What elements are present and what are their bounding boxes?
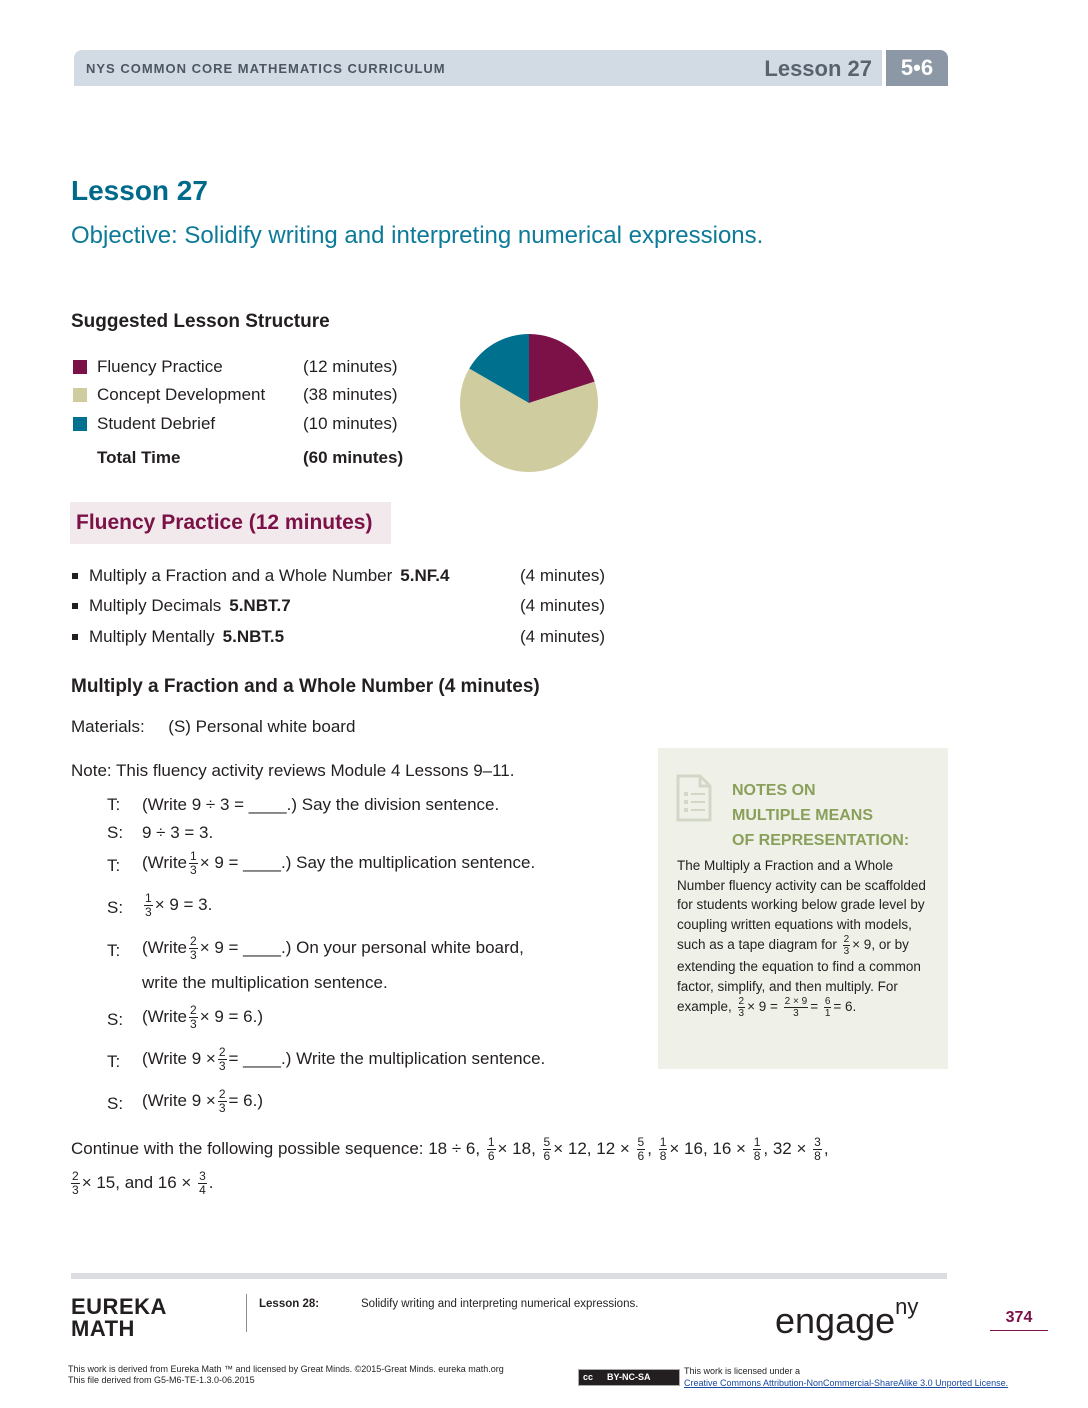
text-before: (Write (142, 852, 188, 872)
footer-rule (71, 1273, 947, 1279)
sidebar-text: = 6. (833, 999, 857, 1015)
header-lesson: Lesson 27 (764, 56, 872, 81)
fluency-item-minutes: (4 minutes) (520, 596, 606, 615)
denominator: 3 (72, 1183, 79, 1197)
denominator: 6 (543, 1149, 551, 1163)
sequence-text: × 16, 16 × (669, 1138, 746, 1158)
bullet-icon (72, 573, 78, 579)
sidebar-heading-line: MULTIPLE MEANS (732, 807, 874, 824)
text-after: = ____.) Write the multiplication sentence. (228, 1048, 546, 1068)
grade-module-badge: 5•6 (886, 50, 948, 86)
text-before: (Write (142, 1006, 188, 1026)
sidebar-text: The Multiply a Fraction and a Whole Number fluency activity can be scaffolded for students working below grade level by coupling written equations with models, such as a tape diagram for (677, 858, 926, 953)
dialogue-text (142, 892, 212, 919)
numerator: 3 (199, 1169, 206, 1183)
legend-swatch (73, 388, 87, 402)
text-after: × 9 = 6.) (199, 1006, 264, 1026)
denominator: 8 (659, 1149, 667, 1163)
denominator: 6 (487, 1149, 495, 1163)
sidebar-heading-line: NOTES ON (732, 782, 816, 799)
speaker-label: S: (107, 1094, 124, 1113)
denominator: 3 (145, 905, 152, 919)
fluency-item-minutes: (4 minutes) (520, 627, 606, 646)
dialogue-text (142, 935, 524, 962)
footer-lesson-objective: Solidify writing and interpreting numerical expressions. (361, 1298, 639, 1310)
structure-item-minutes: (12 minutes) (303, 357, 398, 376)
fluency-item-minutes: (4 minutes) (520, 566, 606, 585)
legend-swatch (73, 417, 87, 431)
fluency-item-standard: 5.NBT.5 (222, 627, 285, 646)
credit-line: This file derived from G5-M6-TE-1.3.0-06.2015 (68, 1375, 255, 1385)
fraction (144, 892, 153, 919)
fraction (543, 1136, 552, 1163)
document-icon (676, 774, 712, 822)
fluency-item-standard: 5.NF.4 (400, 566, 450, 585)
eureka-math-logo (71, 1296, 167, 1340)
bullet-icon (72, 603, 78, 609)
legend-swatch (73, 360, 87, 374)
fraction (738, 996, 746, 1019)
speaker-label: T: (107, 1052, 121, 1071)
fluency-heading: Fluency Practice (12 minutes) (76, 511, 373, 534)
fraction (824, 996, 832, 1019)
note-text: Note: This fluency activity reviews Module 4 Lessons 9–11. (71, 761, 515, 780)
denominator: 8 (814, 1149, 821, 1163)
structure-item-name: Concept Development (97, 385, 266, 404)
page-number: 374 (1005, 1309, 1033, 1326)
denominator: 3 (843, 946, 850, 957)
numerator: 2 (843, 934, 850, 945)
denominator: 3 (218, 1059, 226, 1073)
numerator: 2 (218, 1087, 226, 1101)
numerator: 1 (659, 1135, 667, 1149)
sequence-text: × 15, and 16 × (81, 1172, 192, 1192)
fluency-item-text: Multiply Decimals (89, 596, 222, 615)
fraction (659, 1136, 668, 1163)
sequence-text: Continue with the following possible sequence: 18 ÷ 6, (71, 1138, 481, 1158)
numerator: 1 (190, 849, 197, 863)
fraction (198, 1170, 207, 1197)
fraction (637, 1136, 646, 1163)
fraction (487, 1136, 496, 1163)
license-link[interactable]: Creative Commons Attribution-NonCommercial-ShareAlike 3.0 Unported License. (684, 1378, 1009, 1388)
speaker-label: S: (107, 1010, 124, 1029)
numerator: 2 (218, 1045, 226, 1059)
curriculum-title: NYS COMMON CORE MATHEMATICS CURRICULUM (86, 61, 446, 76)
denominator: 3 (218, 1101, 226, 1115)
license-badge-text: BY-NC-SA (607, 1372, 651, 1382)
fluency-item-text: Multiply a Fraction and a Whole Number (89, 566, 393, 585)
footer-divider (246, 1294, 247, 1332)
sidebar-text: = (810, 999, 819, 1015)
logo-line: MATH (71, 1316, 135, 1341)
sidebar-text: × 9 = (747, 999, 778, 1015)
denominator: 4 (199, 1183, 206, 1197)
dialogue-text (142, 1088, 263, 1115)
denominator: 3 (793, 1008, 799, 1019)
text-after: = 6.) (228, 1090, 264, 1110)
dialogue-line (0, 1004, 650, 1038)
structure-item-minutes: (38 minutes) (303, 385, 398, 404)
denominator: 3 (190, 863, 197, 877)
continue-sequence-line-1 (71, 1136, 829, 1163)
numerator: 5 (637, 1135, 645, 1149)
text-after: × 9 = 3. (154, 894, 213, 914)
sequence-text: , (647, 1138, 652, 1158)
dialogue-line (0, 935, 650, 969)
numerator: 1 (145, 891, 152, 905)
text-before: (Write 9 × (142, 1048, 216, 1068)
structure-item-name: Student Debrief (97, 414, 216, 433)
speaker-label: S: (107, 898, 124, 917)
page-number-underline (990, 1330, 1048, 1331)
dialogue-continuation: write the multiplication sentence. (142, 973, 388, 992)
fluency-item-standard: 5.NBT.7 (229, 596, 291, 615)
denominator: 8 (753, 1149, 761, 1163)
numerator: 1 (487, 1135, 495, 1149)
sequence-text: × 18, (497, 1138, 536, 1158)
footer-lesson-label: Lesson 28: (259, 1298, 320, 1310)
structure-item-minutes: (10 minutes) (303, 414, 398, 433)
text-before: (Write 9 × (142, 1090, 216, 1110)
header-bar (74, 50, 882, 86)
fraction (189, 935, 198, 962)
speaker-label: T: (107, 856, 121, 875)
activity-heading: Multiply a Fraction and a Whole Number (4 minutes) (71, 676, 540, 697)
fraction (813, 1136, 822, 1163)
credit-line: This work is derived from Eureka Math ™ and licensed by Great Minds. ©2015-Great Minds. eureka math.org (68, 1364, 504, 1374)
sidebar-text: × 9, or by extending the equation to find a common factor, simplify, and then multiply. For example, (677, 937, 921, 1015)
numerator: 2 (190, 934, 197, 948)
text-after: × 9 = ____.) On your personal white board, (199, 937, 524, 957)
sidebar-body (677, 856, 937, 1019)
continue-sequence-line-2 (71, 1170, 214, 1197)
fraction (784, 996, 809, 1019)
dialogue-line (0, 892, 650, 926)
sidebar-heading-line: OF REPRESENTATION: (732, 832, 910, 849)
sequence-text: . (208, 1172, 214, 1192)
numerator: 2 (738, 996, 745, 1007)
logo-line: EUREKA (71, 1294, 167, 1319)
dialogue-text: (Write 9 ÷ 3 = ____.) Say the division sentence. (142, 795, 500, 814)
bullet-icon (72, 634, 78, 640)
engageny-logo (775, 1294, 919, 1342)
dialogue-text: 9 ÷ 3 = 3. (142, 823, 214, 842)
sequence-text: , (823, 1138, 829, 1158)
dialogue-line (0, 1088, 650, 1122)
text-after: × 9 = ____.) Say the multiplication sentence. (199, 852, 536, 872)
denominator: 3 (190, 1017, 197, 1031)
lesson-title: Lesson 27 (71, 175, 208, 206)
lesson-objective: Objective: Solidify writing and interpreting numerical expressions. (71, 222, 764, 249)
sequence-text: , 32 × (763, 1138, 807, 1158)
fraction (71, 1170, 80, 1197)
lesson-structure-pie-chart (459, 333, 599, 473)
denominator: 3 (738, 1008, 745, 1019)
page-header (74, 50, 948, 86)
fluency-heading-box (70, 502, 391, 544)
materials-text: Materials: (S) Personal white board (71, 717, 356, 736)
denominator: 1 (824, 1008, 831, 1019)
structure-heading: Suggested Lesson Structure (71, 311, 330, 332)
dialogue-line (0, 1046, 650, 1080)
dialogue-text (142, 1046, 545, 1073)
total-label: Total Time (97, 448, 181, 467)
numerator: 2 (72, 1169, 79, 1183)
fraction (189, 850, 198, 877)
brand-sup: ny (895, 1294, 919, 1319)
numerator: 6 (824, 996, 831, 1007)
numerator: 2 × 9 (784, 996, 808, 1007)
denominator: 3 (190, 948, 197, 962)
fraction (218, 1088, 227, 1115)
fraction (189, 1004, 198, 1031)
denominator: 6 (637, 1149, 645, 1163)
dialogue-text (142, 850, 535, 877)
structure-item-name: Fluency Practice (97, 357, 223, 376)
total-minutes: (60 minutes) (303, 448, 404, 467)
fraction (843, 934, 851, 957)
fluency-item-text: Multiply Mentally (89, 627, 215, 646)
text-before: (Write (142, 937, 188, 957)
sequence-text: × 12, 12 × (553, 1138, 630, 1158)
license-text: This work is licensed under a (684, 1366, 801, 1376)
dialogue-text (142, 1004, 263, 1031)
notes-sidebar (658, 748, 948, 1069)
numerator: 5 (543, 1135, 551, 1149)
sidebar-heading (732, 778, 909, 853)
cc-license-badge: cc BY-NC-SA (578, 1369, 680, 1386)
speaker-label: S: (107, 823, 124, 842)
fraction (753, 1136, 762, 1163)
dialogue-line (0, 850, 650, 884)
speaker-label: T: (107, 941, 121, 960)
numerator: 2 (190, 1003, 197, 1017)
speaker-label: T: (107, 795, 121, 814)
numerator: 3 (814, 1135, 821, 1149)
numerator: 1 (753, 1135, 761, 1149)
fraction (218, 1046, 227, 1073)
brand-text: engage (775, 1300, 896, 1341)
